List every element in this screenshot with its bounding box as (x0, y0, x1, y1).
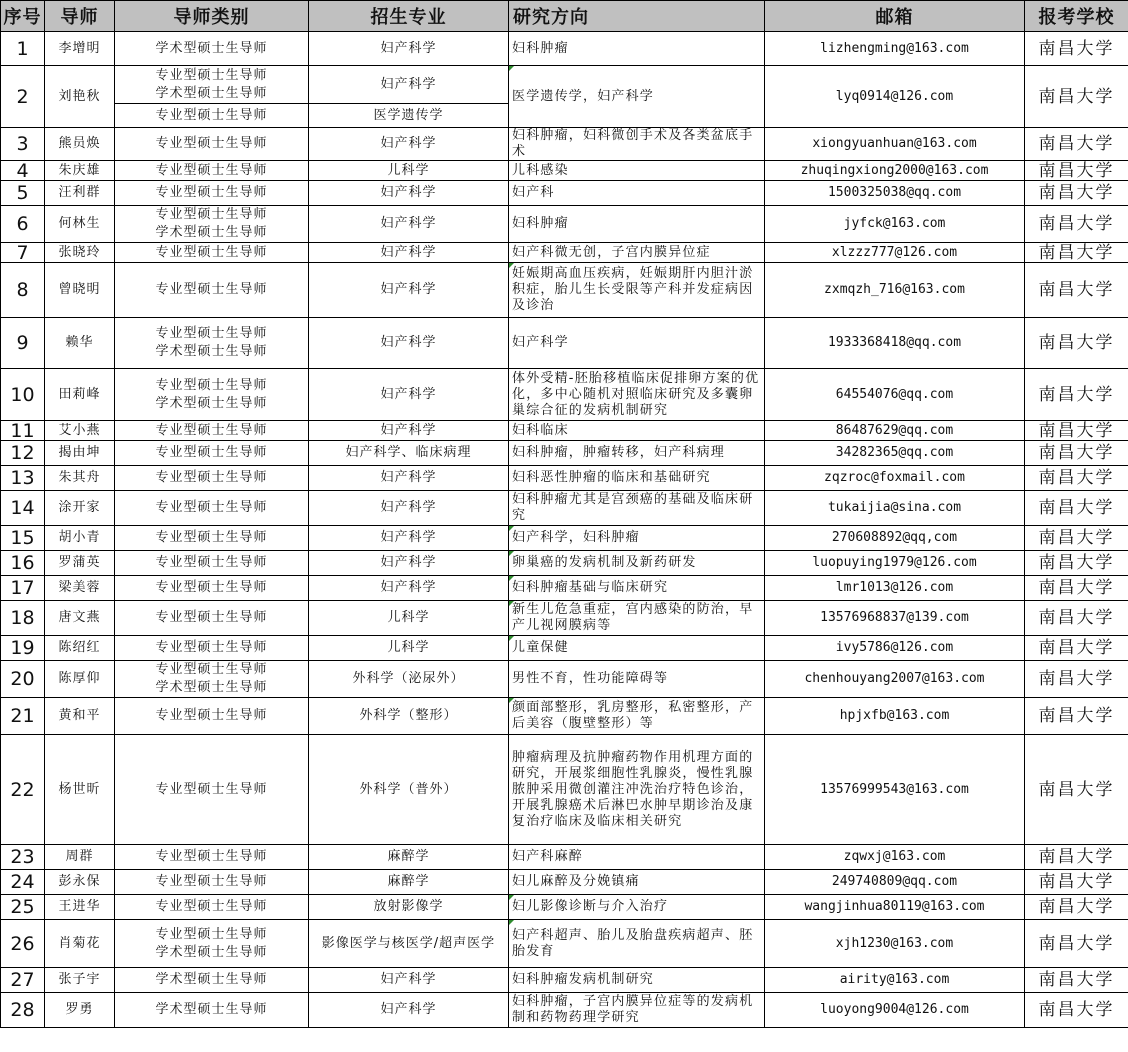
school: 南昌大学 (1025, 920, 1128, 968)
research-direction: 妇产科学 (509, 318, 765, 369)
school: 南昌大学 (1025, 576, 1128, 601)
supervisor-type: 专业型硕士生导师 (115, 181, 309, 206)
school: 南昌大学 (1025, 206, 1128, 243)
supervisor-name: 杨世昕 (45, 735, 115, 845)
research-direction: 妇产科学，妇科肿瘤 (509, 526, 765, 551)
table-row (1, 920, 1128, 968)
header-no: 序号 (1, 1, 45, 32)
supervisor-name: 汪利群 (45, 181, 115, 206)
table-row (1, 128, 1128, 161)
email[interactable]: xlzzz777@126.com (765, 243, 1025, 263)
school: 南昌大学 (1025, 993, 1128, 1028)
email[interactable]: zxmqzh_716@163.com (765, 263, 1025, 318)
major: 妇产科学 (309, 968, 509, 993)
row-number: 27 (1, 968, 45, 993)
research-direction: 医学遗传学，妇产科学 (509, 66, 765, 128)
table-row (1, 698, 1128, 735)
email[interactable]: wangjinhua80119@163.com (765, 895, 1025, 920)
email[interactable]: zqwxj@163.com (765, 845, 1025, 870)
major: 外科学（泌尿外） (309, 661, 509, 698)
supervisor-name: 赖华 (45, 318, 115, 369)
school: 南昌大学 (1025, 551, 1128, 576)
school: 南昌大学 (1025, 441, 1128, 466)
school: 南昌大学 (1025, 735, 1128, 845)
email[interactable]: jyfck@163.com (765, 206, 1025, 243)
row-number: 5 (1, 181, 45, 206)
table-row (1, 263, 1128, 318)
row-number: 3 (1, 128, 45, 161)
row-number: 28 (1, 993, 45, 1028)
major: 外科学（普外） (309, 735, 509, 845)
supervisor-name: 揭由坤 (45, 441, 115, 466)
email[interactable]: zhuqingxiong2000@163.com (765, 161, 1025, 181)
supervisor-type: 专业型硕士生导师 学术型硕士生导师 (115, 920, 309, 968)
row-number: 16 (1, 551, 45, 576)
supervisor-name: 陈厚仰 (45, 661, 115, 698)
header-supervisor: 导师 (45, 1, 115, 32)
research-direction: 儿科感染 (509, 161, 765, 181)
table-row (1, 661, 1128, 698)
supervisor-name: 罗勇 (45, 993, 115, 1028)
header-supervisor-type: 导师类别 (115, 1, 309, 32)
supervisor-name: 朱庆雄 (45, 161, 115, 181)
supervisor-name: 梁美蓉 (45, 576, 115, 601)
research-direction: 妇产科超声、胎儿及胎盘疾病超声、胚胎发育 (509, 920, 765, 968)
supervisor-name: 刘艳秋 (45, 66, 115, 128)
research-direction: 妇产科微无创，子宫内膜异位症 (509, 243, 765, 263)
table-row (1, 206, 1128, 243)
school: 南昌大学 (1025, 128, 1128, 161)
supervisor-name: 罗蒲英 (45, 551, 115, 576)
supervisor-type: 专业型硕士生导师 学术型硕士生导师 (115, 206, 309, 243)
research-direction: 男性不育，性功能障碍等 (509, 661, 765, 698)
supervisor-type: 学术型硕士生导师 (115, 32, 309, 66)
row-number: 10 (1, 369, 45, 421)
table-row (1, 968, 1128, 993)
row-number: 6 (1, 206, 45, 243)
research-direction: 妇儿麻醉及分娩镇痛 (509, 870, 765, 895)
major: 妇产科学 (309, 263, 509, 318)
supervisor-name: 周群 (45, 845, 115, 870)
research-direction: 妇产科 (509, 181, 765, 206)
header-email: 邮箱 (765, 1, 1025, 32)
supervisor-name: 张晓玲 (45, 243, 115, 263)
major: 医学遗传学 (309, 104, 509, 128)
supervisor-type: 专业型硕士生导师 (115, 636, 309, 661)
supervisor-type: 专业型硕士生导师 (115, 698, 309, 735)
supervisor-name: 田莉峰 (45, 369, 115, 421)
major: 妇产科学、临床病理 (309, 441, 509, 466)
research-direction: 体外受精-胚胎移植临床促排卵方案的优化，多中心随机对照临床研究及多囊卵巢综合征的发病机制研究 (509, 369, 765, 421)
supervisor-type: 专业型硕士生导师 (115, 491, 309, 526)
school: 南昌大学 (1025, 661, 1128, 698)
school: 南昌大学 (1025, 845, 1128, 870)
email[interactable]: tukaijia@sina.com (765, 491, 1025, 526)
email[interactable]: ivy5786@126.com (765, 636, 1025, 661)
school: 南昌大学 (1025, 491, 1128, 526)
table-row (1, 318, 1128, 369)
research-direction: 妇科肿瘤尤其是宫颈癌的基础及临床研究 (509, 491, 765, 526)
research-direction: 妇科恶性肿瘤的临床和基础研究 (509, 466, 765, 491)
supervisor-type: 专业型硕士生导师 学术型硕士生导师 (115, 318, 309, 369)
school: 南昌大学 (1025, 601, 1128, 636)
row-number: 18 (1, 601, 45, 636)
supervisor-type: 专业型硕士生导师 (115, 845, 309, 870)
research-direction: 新生儿危急重症，宫内感染的防治，早产儿视网膜病等 (509, 601, 765, 636)
supervisor-name: 李增明 (45, 32, 115, 66)
table-row (1, 66, 1128, 104)
table-row (1, 576, 1128, 601)
research-direction: 妇科肿瘤，子宫内膜异位症等的发病机制和药物药理学研究 (509, 993, 765, 1028)
research-direction: 妇产科麻醉 (509, 845, 765, 870)
major: 妇产科学 (309, 576, 509, 601)
supervisor-type: 专业型硕士生导师 (115, 243, 309, 263)
school: 南昌大学 (1025, 161, 1128, 181)
major: 儿科学 (309, 161, 509, 181)
table-row (1, 526, 1128, 551)
supervisor-type: 学术型硕士生导师 (115, 968, 309, 993)
research-direction: 肿瘤病理及抗肿瘤药物作用机理方面的研究，开展浆细胞性乳腺炎，慢性乳腺脓肿采用微创灌注冲洗治疗特色诊治，开展乳腺癌术后淋巴水肿早期诊治及康复治疗临床及临床相关研究 (509, 735, 765, 845)
header-research-direction: 研究方向 (509, 1, 765, 32)
row-number: 24 (1, 870, 45, 895)
table-row (1, 32, 1128, 66)
major: 麻醉学 (309, 845, 509, 870)
school: 南昌大学 (1025, 870, 1128, 895)
major: 放射影像学 (309, 895, 509, 920)
major: 妇产科学 (309, 993, 509, 1028)
supervisor-name: 涂开家 (45, 491, 115, 526)
supervisor-name: 艾小燕 (45, 421, 115, 441)
supervisor-type: 专业型硕士生导师 (115, 161, 309, 181)
school: 南昌大学 (1025, 369, 1128, 421)
school: 南昌大学 (1025, 421, 1128, 441)
research-direction: 妇科肿瘤，肿瘤转移，妇产科病理 (509, 441, 765, 466)
row-number: 11 (1, 421, 45, 441)
research-direction: 妇科肿瘤 (509, 206, 765, 243)
email[interactable]: lizhengming@163.com (765, 32, 1025, 66)
major: 妇产科学 (309, 369, 509, 421)
row-number: 8 (1, 263, 45, 318)
email[interactable]: 64554076@qq.com (765, 369, 1025, 421)
school: 南昌大学 (1025, 263, 1128, 318)
major: 妇产科学 (309, 181, 509, 206)
school: 南昌大学 (1025, 466, 1128, 491)
major: 妇产科学 (309, 66, 509, 104)
supervisor-name: 肖菊花 (45, 920, 115, 968)
major: 麻醉学 (309, 870, 509, 895)
school: 南昌大学 (1025, 636, 1128, 661)
school: 南昌大学 (1025, 181, 1128, 206)
table-row (1, 895, 1128, 920)
research-direction: 妇科肿瘤 (509, 32, 765, 66)
email[interactable]: luopuying1979@126.com (765, 551, 1025, 576)
supervisor-type: 专业型硕士生导师 (115, 441, 309, 466)
supervisor-type: 专业型硕士生导师 (115, 735, 309, 845)
email[interactable]: 34282365@qq.com (765, 441, 1025, 466)
supervisor-type: 专业型硕士生导师 (115, 870, 309, 895)
table-row (1, 601, 1128, 636)
major: 妇产科学 (309, 466, 509, 491)
major: 妇产科学 (309, 318, 509, 369)
row-number: 1 (1, 32, 45, 66)
major: 妇产科学 (309, 421, 509, 441)
table-row (1, 181, 1128, 206)
email[interactable]: luoyong9004@126.com (765, 993, 1025, 1028)
supervisor-type: 专业型硕士生导师 (115, 601, 309, 636)
row-number: 13 (1, 466, 45, 491)
research-direction: 卵巢癌的发病机制及新药研发 (509, 551, 765, 576)
row-number: 17 (1, 576, 45, 601)
table-row (1, 845, 1128, 870)
supervisor-type: 专业型硕士生导师 (115, 128, 309, 161)
email[interactable]: 249740809@qq.com (765, 870, 1025, 895)
email[interactable]: chenhouyang2007@163.com (765, 661, 1025, 698)
school: 南昌大学 (1025, 318, 1128, 369)
school: 南昌大学 (1025, 32, 1128, 66)
email[interactable]: xjh1230@163.com (765, 920, 1025, 968)
table-row (1, 243, 1128, 263)
row-number: 9 (1, 318, 45, 369)
major: 妇产科学 (309, 243, 509, 263)
email[interactable]: 270608892@qq,com (765, 526, 1025, 551)
table-row (1, 491, 1128, 526)
supervisor-name: 熊员焕 (45, 128, 115, 161)
header-major: 招生专业 (309, 1, 509, 32)
row-number: 20 (1, 661, 45, 698)
table-row (1, 993, 1128, 1028)
research-direction: 妊娠期高血压疾病，妊娠期肝内胆汁淤积症，胎儿生长受限等产科并发症病因及诊治 (509, 263, 765, 318)
email[interactable]: xiongyuanhuan@163.com (765, 128, 1025, 161)
header-row (1, 1, 1128, 32)
email[interactable]: airity@163.com (765, 968, 1025, 993)
school: 南昌大学 (1025, 698, 1128, 735)
row-number: 23 (1, 845, 45, 870)
supervisor-type: 专业型硕士生导师 (115, 466, 309, 491)
row-number: 4 (1, 161, 45, 181)
email[interactable]: 13576968837@139.com (765, 601, 1025, 636)
row-number: 26 (1, 920, 45, 968)
supervisor-name: 黄和平 (45, 698, 115, 735)
table-row (1, 870, 1128, 895)
supervisor-type: 学术型硕士生导师 (115, 993, 309, 1028)
school: 南昌大学 (1025, 968, 1128, 993)
school: 南昌大学 (1025, 66, 1128, 128)
major: 妇产科学 (309, 491, 509, 526)
supervisor-name: 张子宇 (45, 968, 115, 993)
supervisor-type: 专业型硕士生导师 (115, 895, 309, 920)
supervisor-name: 胡小青 (45, 526, 115, 551)
supervisor-type: 专业型硕士生导师 (115, 551, 309, 576)
research-direction: 妇科肿瘤基础与临床研究 (509, 576, 765, 601)
research-direction: 妇科肿瘤发病机制研究 (509, 968, 765, 993)
supervisor-name: 曾晓明 (45, 263, 115, 318)
research-direction: 颜面部整形，乳房整形，私密整形，产后美容（腹壁整形）等 (509, 698, 765, 735)
supervisor-name: 王进华 (45, 895, 115, 920)
email[interactable]: 1933368418@qq.com (765, 318, 1025, 369)
supervisor-name: 朱其舟 (45, 466, 115, 491)
table-row (1, 421, 1128, 441)
row-number: 15 (1, 526, 45, 551)
major: 外科学（整形） (309, 698, 509, 735)
row-number: 14 (1, 491, 45, 526)
school: 南昌大学 (1025, 526, 1128, 551)
table-row (1, 161, 1128, 181)
row-number: 12 (1, 441, 45, 466)
row-number: 21 (1, 698, 45, 735)
email[interactable]: hpjxfb@163.com (765, 698, 1025, 735)
row-number: 25 (1, 895, 45, 920)
table-row (1, 369, 1128, 421)
supervisor-type: 专业型硕士生导师 (115, 576, 309, 601)
header-school: 报考学校 (1025, 1, 1128, 32)
supervisor-type: 专业型硕士生导师 (115, 421, 309, 441)
major: 妇产科学 (309, 128, 509, 161)
supervisor-name: 彭永保 (45, 870, 115, 895)
email[interactable]: lmr1013@126.com (765, 576, 1025, 601)
table-row (1, 551, 1128, 576)
row-number: 22 (1, 735, 45, 845)
supervisor-type: 专业型硕士生导师 学术型硕士生导师 (115, 661, 309, 698)
supervisor-name: 陈绍红 (45, 636, 115, 661)
major: 影像医学与核医学/超声医学 (309, 920, 509, 968)
major: 妇产科学 (309, 526, 509, 551)
table-row (1, 466, 1128, 491)
supervisor-type: 专业型硕士生导师 (115, 526, 309, 551)
major: 儿科学 (309, 601, 509, 636)
school: 南昌大学 (1025, 243, 1128, 263)
research-direction: 儿童保健 (509, 636, 765, 661)
row-number: 2 (1, 66, 45, 128)
supervisor-name: 唐文燕 (45, 601, 115, 636)
major: 妇产科学 (309, 32, 509, 66)
research-direction: 妇科临床 (509, 421, 765, 441)
email[interactable]: lyq0914@126.com (765, 66, 1025, 128)
major: 妇产科学 (309, 206, 509, 243)
table-row (1, 636, 1128, 661)
major: 妇产科学 (309, 551, 509, 576)
row-number: 19 (1, 636, 45, 661)
email[interactable]: 86487629@qq.com (765, 421, 1025, 441)
school: 南昌大学 (1025, 895, 1128, 920)
email[interactable]: zqzroc@foxmail.com (765, 466, 1025, 491)
table-row (1, 735, 1128, 845)
supervisor-type: 专业型硕士生导师 学术型硕士生导师 (115, 369, 309, 421)
row-number: 7 (1, 243, 45, 263)
supervisor-type: 专业型硕士生导师 (115, 104, 309, 128)
email[interactable]: 13576999543@163.com (765, 735, 1025, 845)
supervisor-type: 专业型硕士生导师 (115, 263, 309, 318)
table-row (1, 441, 1128, 466)
supervisor-type: 专业型硕士生导师 学术型硕士生导师 (115, 66, 309, 104)
supervisor-name: 何林生 (45, 206, 115, 243)
major: 儿科学 (309, 636, 509, 661)
research-direction: 妇科肿瘤，妇科微创手术及各类盆底手术 (509, 128, 765, 161)
email[interactable]: 1500325038@qq.com (765, 181, 1025, 206)
research-direction: 妇儿影像诊断与介入治疗 (509, 895, 765, 920)
